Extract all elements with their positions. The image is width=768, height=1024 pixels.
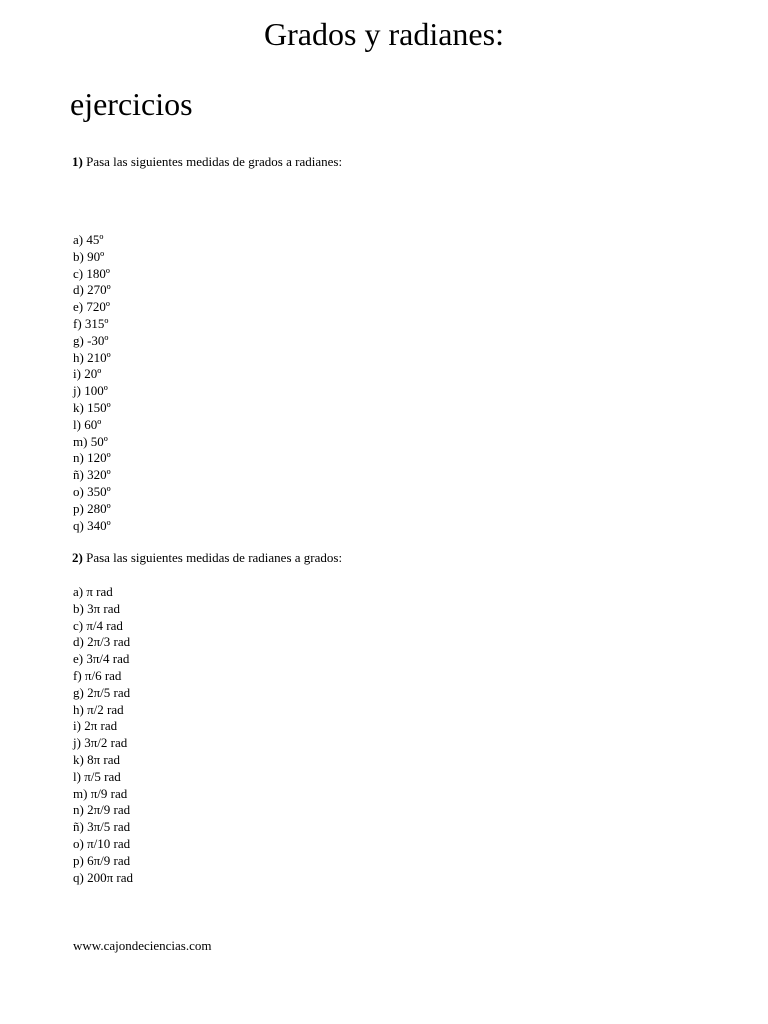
list-item: f) π/6 rad [73,667,122,683]
list-item: g) 2π/5 rad [73,684,131,700]
list-item: ñ) 3π/5 rad [73,819,131,835]
list-item: k) 150º [73,399,111,415]
list-item: n) 120º [73,450,111,466]
exercise-1-text: Pasa las siguientes medidas de grados a radianes: [86,154,343,169]
list-item: a) π rad [73,584,113,599]
exercise-2-instruction [72,550,342,566]
footer-website: www.cajondeciencias.com [73,938,212,953]
list-item: k) 8π rad [73,751,120,767]
list-item: l) π/5 rad [73,768,121,784]
exercise-1-number: 1) [72,154,83,169]
list-item: f) 315º [73,315,109,331]
list-item: o) 350º [73,483,111,499]
list-item: b) 90º [73,248,105,264]
list-item: ñ) 320º [73,467,111,483]
list-item: d) 2π/3 rad [73,634,131,650]
list-item: a) 45º [73,232,104,247]
list-item: p) 280º [73,500,111,516]
list-item: e) 3π/4 rad [73,651,130,667]
list-item: e) 720º [73,299,110,315]
list-item: h) π/2 rad [73,701,124,717]
exercise-2-number: 2) [72,550,83,565]
list-item: o) π/10 rad [73,835,131,851]
list-item: j) 3π/2 rad [73,735,128,751]
list-item: c) π/4 rad [73,617,123,633]
list-item: h) 210º [73,349,111,365]
exercise-1-list [73,232,111,534]
list-item: m) π/9 rad [73,785,128,801]
list-item: i) 2π rad [73,718,118,734]
list-item: q) 340º [73,517,111,533]
list-item: g) -30º [73,332,109,348]
exercise-2-text: Pasa las siguientes medidas de radianes a grados: [86,550,343,565]
list-item: c) 180º [73,265,110,281]
exercise-1-instruction [72,154,342,170]
list-item: d) 270º [73,282,111,298]
exercise-2-list [73,584,133,886]
list-item: l) 60º [73,416,102,432]
list-item: b) 3π rad [73,600,120,616]
list-item: m) 50º [73,433,108,449]
page-title: Grados y radianes: [264,16,504,52]
list-item: p) 6π/9 rad [73,852,131,868]
page-subtitle: ejercicios [70,86,193,122]
list-item: j) 100º [73,383,108,399]
list-item: q) 200π rad [73,869,133,885]
list-item: n) 2π/9 rad [73,802,131,818]
list-item: i) 20º [73,366,102,382]
